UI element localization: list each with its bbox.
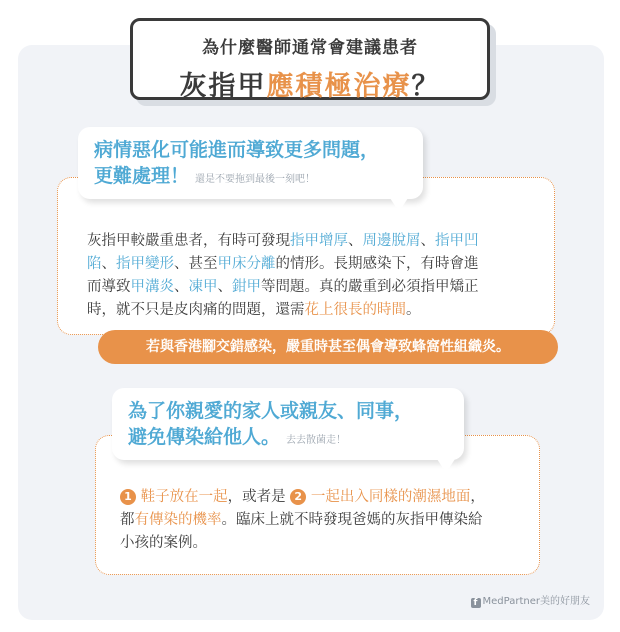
footer-credit: [471, 592, 590, 608]
section1-bubble: [78, 127, 423, 199]
footer-text: MedPartner美的好朋友: [482, 596, 590, 607]
section2-paragraph: [120, 486, 485, 555]
highlight-span: 指甲變形: [116, 256, 174, 272]
text-span: 、: [101, 256, 116, 272]
highlight-span: 花上很長的時間: [304, 302, 406, 318]
section1-line: [87, 299, 479, 322]
section1-bubble-line2-text: 更難處理！: [94, 165, 190, 187]
facebook-icon: f: [471, 598, 481, 608]
text-span: 等問題。真的嚴重到必須指甲矯正: [261, 279, 479, 295]
text-span: 時，就不只是皮肉痛的問題，還需: [87, 302, 305, 318]
section1-bubble-line2: [94, 163, 407, 193]
highlight-span: 指甲凹: [435, 233, 479, 249]
highlight-span: 凍甲: [188, 279, 218, 295]
section2-line: [120, 509, 485, 532]
bubble-tail: [390, 198, 408, 212]
section1-bubble-note: 還是不要拖到最後一刻吧！: [195, 174, 316, 185]
number-badge: 2: [290, 489, 306, 505]
title-main-dark: 灰指甲: [179, 71, 267, 102]
section1-line: [87, 230, 479, 253]
highlight-span: 甲溝炎: [130, 279, 174, 295]
section2-line: [120, 532, 485, 555]
text-span: 的情形。長期感染下，有時會進: [275, 256, 479, 272]
text-span: 、: [420, 233, 435, 249]
highlight-span: 指甲增厚: [290, 233, 348, 249]
section2-bubble-line2-text: 避免傳染給他人。: [128, 426, 281, 448]
highlight-span: 鞋子放在一起: [140, 489, 228, 505]
text-span: 。臨床上就不時發現爸媽的灰指甲傳染給: [221, 512, 483, 528]
text-span: 、: [217, 279, 232, 295]
text-span: 都: [120, 512, 135, 528]
text-span: 、甚至: [174, 256, 218, 272]
highlight-span: 鉗甲: [232, 279, 261, 295]
text-span: 小孩的案例。: [120, 535, 207, 551]
section1-line: [87, 253, 479, 276]
section1-paragraph: [87, 230, 479, 322]
title-main-end: ？: [411, 71, 441, 102]
section2-line: [120, 486, 485, 509]
highlight-span: 有傳染的機率: [134, 512, 222, 528]
text-span: ，或者是: [227, 489, 286, 505]
highlight-span: 一起出入同樣的潮濕地面: [310, 489, 471, 505]
section2-bubble-note: 去去散菌走！: [286, 435, 347, 446]
title-subtitle: 為什麼醫師通常會建議患者: [202, 38, 418, 58]
section1-bubble-line1: 病情惡化可能進而導致更多問題，: [94, 139, 380, 161]
highlight-span: 周邊脫屑: [362, 233, 421, 249]
highlight-span: 甲床分離: [217, 256, 276, 272]
section2-bubble-line2: [128, 424, 448, 454]
page-title: [133, 64, 487, 103]
section1-line: [87, 276, 479, 299]
warning-banner: 若與香港腳交錯感染，嚴重時甚至偶會導致蜂窩性組織炎。: [98, 330, 558, 364]
text-span: ，: [470, 489, 485, 505]
title-box: [130, 18, 490, 100]
section2-bubble-line1: 為了你親愛的家人或親友、同事，: [128, 400, 414, 422]
text-span: 灰指甲較嚴重患者，有時可發現: [87, 233, 290, 249]
text-span: 而導致: [87, 279, 131, 295]
section2-bubble: [112, 388, 464, 460]
number-badge: 1: [120, 489, 136, 505]
title-main-highlight: 應積極治療: [266, 71, 412, 102]
bubble-tail: [437, 459, 455, 473]
highlight-span: 陷: [87, 256, 102, 272]
text-span: 、: [348, 233, 363, 249]
text-span: 。: [406, 302, 421, 318]
text-span: 、: [174, 279, 189, 295]
